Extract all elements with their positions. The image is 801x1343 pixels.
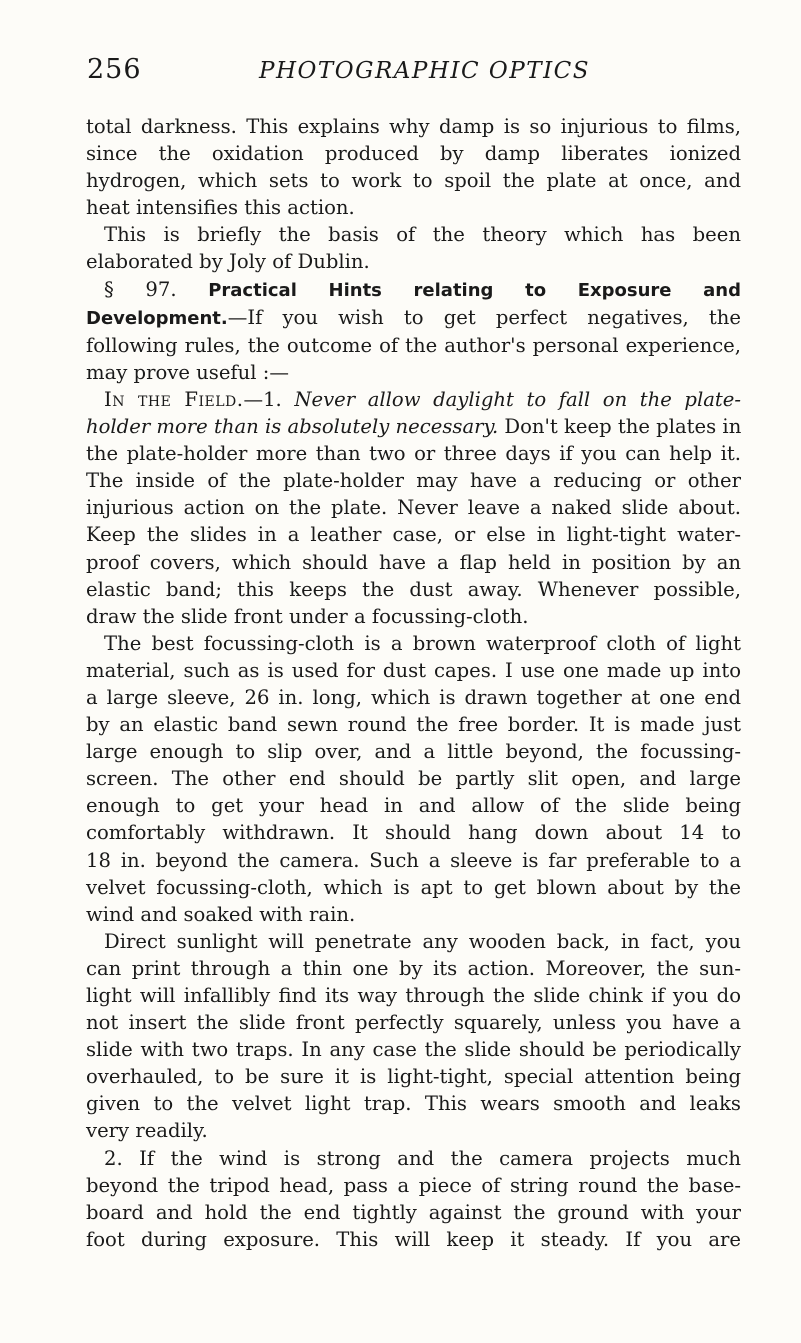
- paragraph: [86, 113, 741, 221]
- text-line: material, such as is used for dust capes. I use one made up into: [86, 658, 741, 682]
- text-fragment: Don't keep the plates in: [498, 415, 742, 439]
- text-line: draw the slide front under a focussing-cloth.: [86, 604, 529, 628]
- text-line: Direct sunlight will penetrate any wooden back, in fact, you: [104, 929, 741, 953]
- text-fragment: —If you wish to get perfect negatives, the: [227, 305, 741, 329]
- text-line: the plate-holder more than two or three days if you can help it.: [86, 442, 741, 466]
- text-line: 2. If the wind is strong and the camera projects much: [104, 1146, 741, 1170]
- text-line: by an elastic band sewn round the free border. It is made just: [86, 713, 741, 737]
- text-line: enough to get your head in and allow of the slide being: [86, 794, 741, 818]
- text-line: hydrogen, which sets to work to spoil the plate at once, and: [86, 169, 741, 193]
- paragraph: [86, 386, 741, 630]
- text-line: following rules, the outcome of the author's personal experience,: [86, 333, 741, 357]
- section-heading-line: [86, 276, 741, 304]
- text-line: large enough to slip over, and a little beyond, the focussing-: [86, 740, 741, 764]
- section-paragraph: [86, 276, 741, 386]
- text-line: proof covers, which should have a flap held in position by an: [86, 550, 741, 574]
- emphasis-text: Never allow daylight to fall on the plate-: [294, 387, 741, 411]
- text-line: screen. The other end should be partly slit open, and large: [86, 767, 741, 791]
- text-line: velvet focussing-cloth, which is apt to get blown about by the: [86, 875, 741, 899]
- text-line: Keep the slides in a leather case, or else in light-tight water-: [86, 523, 741, 547]
- body-text: [86, 113, 741, 1253]
- text-line: slide with two traps. In any case the slide should be periodically: [86, 1038, 741, 1062]
- text-line: [86, 413, 741, 440]
- text-line: given to the velvet light trap. This wears smooth and leaks: [86, 1092, 741, 1116]
- text-line: 18 in. beyond the camera. Such a sleeve is far preferable to a: [86, 848, 741, 872]
- text-line: light will infallibly find its way through the slide chink if you do: [86, 984, 741, 1007]
- emphasis-text: holder more than is absolutely necessary.: [86, 415, 499, 439]
- text-line: elaborated by Joly of Dublin.: [86, 250, 370, 274]
- text-line: overhauled, to be sure it is light-tight, special attention being: [86, 1065, 741, 1089]
- paragraph: [86, 1145, 741, 1253]
- paragraph: [86, 928, 741, 1145]
- text-line: foot during exposure. This will keep it steady. If you are: [86, 1227, 741, 1251]
- page-header: [0, 52, 801, 92]
- text-line: [86, 386, 741, 413]
- text-line: board and hold the end tightly against the ground with your: [86, 1200, 741, 1224]
- text-line: total darkness. This explains why damp is so injurious to films,: [86, 115, 741, 138]
- page-number: 256: [87, 54, 142, 85]
- text-line: injurious action on the plate. Never leave a naked slide about.: [86, 496, 741, 520]
- section-title: Practical Hints relating to Exposure and: [208, 279, 742, 301]
- text-line: very readily.: [86, 1119, 208, 1143]
- text-line: beyond the tripod head, pass a piece of string round the base-: [86, 1173, 741, 1197]
- rule-number: —1.: [243, 387, 282, 411]
- text-line: a large sleeve, 26 in. long, which is drawn together at one end: [86, 685, 741, 709]
- text-line: may prove useful :—: [86, 360, 289, 384]
- section-title-continued: Development.: [86, 307, 228, 329]
- section-mark: § 97.: [104, 277, 177, 301]
- paragraph: [86, 630, 741, 928]
- running-head: PHOTOGRAPHIC OPTICS: [259, 58, 591, 84]
- text-line: can print through a thin one by its action. Moreover, the sun-: [86, 956, 741, 980]
- text-line: This is briefly the basis of the theory which has been: [104, 223, 741, 247]
- text-line: not insert the slide front perfectly squarely, unless you have a: [86, 1011, 741, 1035]
- text-line: since the oxidation produced by damp liberates ionized: [86, 142, 741, 166]
- text-line: [86, 304, 741, 332]
- text-line: heat intensifies this action.: [86, 196, 355, 220]
- text-line: elastic band; this keeps the dust away. Whenever possible,: [86, 577, 741, 601]
- text-line: The best focussing-cloth is a brown waterproof cloth of light: [104, 631, 741, 655]
- text-line: wind and soaked with rain.: [86, 902, 356, 926]
- subsection-lead: In the Field.: [104, 387, 244, 411]
- paragraph: [86, 221, 741, 275]
- text-line: comfortably withdrawn. It should hang down about 14 to: [86, 821, 741, 845]
- text-line: The inside of the plate-holder may have a reducing or other: [86, 469, 741, 493]
